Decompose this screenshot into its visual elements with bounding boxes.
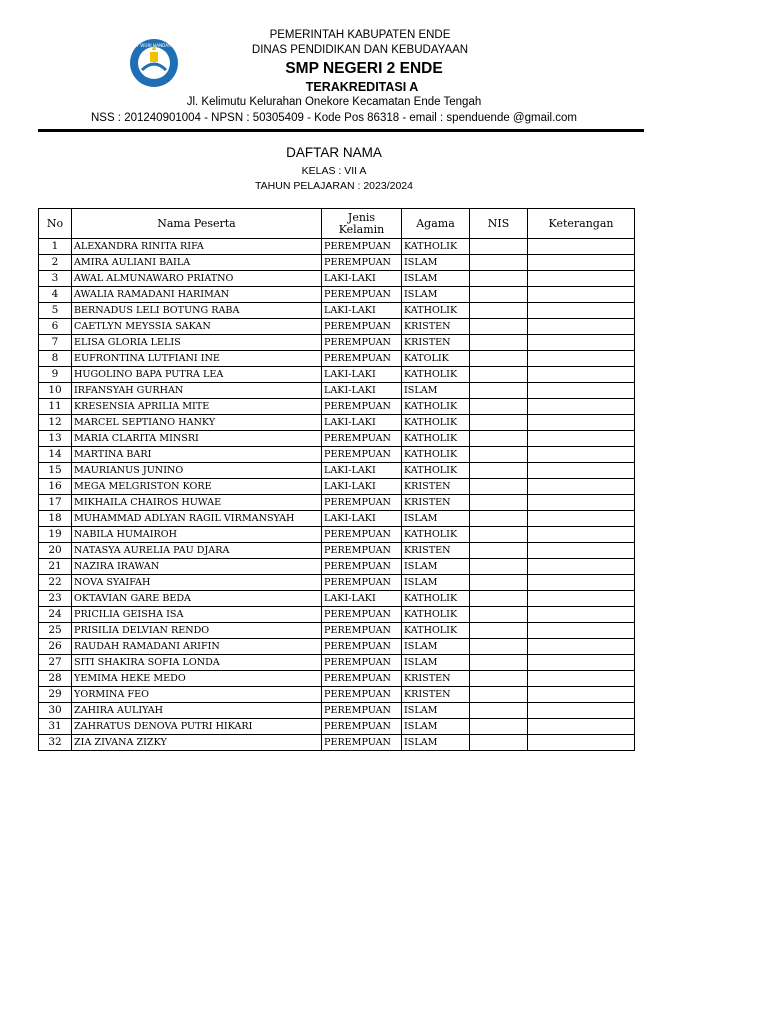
cell-note	[528, 319, 635, 335]
cell-nis	[470, 639, 528, 655]
cell-note	[528, 655, 635, 671]
cell-religion: ISLAM	[402, 719, 470, 735]
cell-no: 5	[39, 303, 72, 319]
cell-name: IRFANSYAH GURHAN	[72, 383, 322, 399]
cell-name: ZAHIRA AULIYAH	[72, 703, 322, 719]
cell-nis	[470, 303, 528, 319]
cell-name: YORMINA FEO	[72, 687, 322, 703]
cell-no: 32	[39, 735, 72, 751]
cell-sex: PEREMPUAN	[322, 527, 402, 543]
cell-nis	[470, 671, 528, 687]
cell-religion: KRISTEN	[402, 335, 470, 351]
cell-religion: ISLAM	[402, 255, 470, 271]
cell-sex: PEREMPUAN	[322, 655, 402, 671]
cell-no: 28	[39, 671, 72, 687]
class-label: KELAS : VII A	[301, 165, 367, 177]
cell-name: NAZIRA IRAWAN	[72, 559, 322, 575]
table-row	[39, 511, 635, 527]
cell-nis	[470, 431, 528, 447]
header-divider	[38, 129, 644, 132]
cell-no: 8	[39, 351, 72, 367]
table-row	[39, 703, 635, 719]
cell-note	[528, 495, 635, 511]
cell-religion: KATHOLIK	[402, 399, 470, 415]
table-row	[39, 463, 635, 479]
cell-name: MEGA MELGRISTON KORE	[72, 479, 322, 495]
cell-religion: KRISTEN	[402, 687, 470, 703]
col-header-sex	[322, 209, 402, 239]
cell-religion: KATOLIK	[402, 351, 470, 367]
cell-name: MAURIANUS JUNINO	[72, 463, 322, 479]
cell-nis	[470, 463, 528, 479]
cell-sex: PEREMPUAN	[322, 559, 402, 575]
col-header-sex-2: Kelamin	[338, 222, 385, 236]
cell-sex: PEREMPUAN	[322, 287, 402, 303]
cell-sex: PEREMPUAN	[322, 255, 402, 271]
school-name: SMP NEGERI 2 ENDE	[285, 60, 443, 77]
table-row	[39, 319, 635, 335]
col-header-religion: Agama	[402, 209, 470, 239]
cell-no: 20	[39, 543, 72, 559]
cell-name: PRISILIA DELVIAN RENDO	[72, 623, 322, 639]
table-row	[39, 607, 635, 623]
cell-name: NABILA HUMAIROH	[72, 527, 322, 543]
cell-no: 30	[39, 703, 72, 719]
cell-no: 9	[39, 367, 72, 383]
page-title: DAFTAR NAMA	[286, 145, 382, 160]
cell-nis	[470, 511, 528, 527]
cell-nis	[470, 239, 528, 255]
cell-note	[528, 303, 635, 319]
cell-note	[528, 431, 635, 447]
cell-religion: KATHOLIK	[402, 367, 470, 383]
table-row	[39, 543, 635, 559]
cell-note	[528, 719, 635, 735]
cell-nis	[470, 607, 528, 623]
cell-note	[528, 415, 635, 431]
cell-sex: LAKI-LAKI	[322, 479, 402, 495]
cell-no: 2	[39, 255, 72, 271]
cell-no: 26	[39, 639, 72, 655]
cell-religion: ISLAM	[402, 575, 470, 591]
table-row	[39, 367, 635, 383]
cell-nis	[470, 559, 528, 575]
cell-religion: KRISTEN	[402, 495, 470, 511]
cell-sex: PEREMPUAN	[322, 735, 402, 751]
cell-name: AMIRA AULIANI BAILA	[72, 255, 322, 271]
cell-name: EUFRONTINA LUTFIANI INE	[72, 351, 322, 367]
cell-sex: PEREMPUAN	[322, 639, 402, 655]
accreditation: TERAKREDITASI A	[305, 80, 419, 94]
school-ids: NSS : 201240901004 - NPSN : 50305409 - Kode Pos 86318 - email : spenduende @gmail.com	[90, 112, 578, 124]
cell-name: ZIA ZIVANA ZIZKY	[72, 735, 322, 751]
cell-sex: PEREMPUAN	[322, 447, 402, 463]
cell-religion: ISLAM	[402, 655, 470, 671]
cell-religion: KATHOLIK	[402, 591, 470, 607]
cell-sex: PEREMPUAN	[322, 543, 402, 559]
table-header-row	[39, 209, 635, 239]
cell-note	[528, 271, 635, 287]
cell-religion: KRISTEN	[402, 671, 470, 687]
cell-name: MARCEL SEPTIANO HANKY	[72, 415, 322, 431]
cell-sex: PEREMPUAN	[322, 671, 402, 687]
cell-nis	[470, 479, 528, 495]
table-row	[39, 559, 635, 575]
cell-no: 24	[39, 607, 72, 623]
cell-note	[528, 479, 635, 495]
cell-note	[528, 383, 635, 399]
table-row	[39, 591, 635, 607]
table-row	[39, 383, 635, 399]
cell-no: 3	[39, 271, 72, 287]
cell-sex: LAKI-LAKI	[322, 463, 402, 479]
cell-note	[528, 527, 635, 543]
cell-nis	[470, 495, 528, 511]
cell-sex: PEREMPUAN	[322, 335, 402, 351]
cell-religion: KRISTEN	[402, 319, 470, 335]
cell-note	[528, 559, 635, 575]
cell-note	[528, 255, 635, 271]
cell-religion: ISLAM	[402, 735, 470, 751]
cell-nis	[470, 415, 528, 431]
cell-nis	[470, 543, 528, 559]
table-row	[39, 671, 635, 687]
cell-religion: ISLAM	[402, 703, 470, 719]
cell-religion: KATHOLIK	[402, 623, 470, 639]
cell-name: CAETLYN MEYSSIA SAKAN	[72, 319, 322, 335]
cell-note	[528, 591, 635, 607]
cell-no: 15	[39, 463, 72, 479]
cell-nis	[470, 655, 528, 671]
cell-no: 17	[39, 495, 72, 511]
cell-name: MUHAMMAD ADLYAN RAGIL VIRMANSYAH	[72, 511, 322, 527]
cell-religion: KATHOLIK	[402, 239, 470, 255]
cell-sex: LAKI-LAKI	[322, 367, 402, 383]
cell-nis	[470, 335, 528, 351]
cell-name: PRICILIA GEISHA ISA	[72, 607, 322, 623]
cell-religion: KRISTEN	[402, 543, 470, 559]
cell-name: ALEXANDRA RINITA RIFA	[72, 239, 322, 255]
cell-sex: PEREMPUAN	[322, 239, 402, 255]
cell-note	[528, 703, 635, 719]
cell-sex: PEREMPUAN	[322, 431, 402, 447]
cell-nis	[470, 591, 528, 607]
cell-name: MIKHAILA CHAIROS HUWAE	[72, 495, 322, 511]
table-row	[39, 687, 635, 703]
table-row	[39, 655, 635, 671]
table-row	[39, 527, 635, 543]
cell-note	[528, 671, 635, 687]
cell-name: YEMIMA HEKE MEDO	[72, 671, 322, 687]
cell-religion: KATHOLIK	[402, 463, 470, 479]
cell-name: AWAL ALMUNAWARO PRIATNO	[72, 271, 322, 287]
cell-name: KRESENSIA APRILIA MITE	[72, 399, 322, 415]
cell-no: 18	[39, 511, 72, 527]
cell-note	[528, 575, 635, 591]
cell-no: 27	[39, 655, 72, 671]
cell-no: 12	[39, 415, 72, 431]
cell-name: OKTAVIAN GARE BEDA	[72, 591, 322, 607]
cell-sex: LAKI-LAKI	[322, 383, 402, 399]
cell-sex: LAKI-LAKI	[322, 415, 402, 431]
cell-sex: LAKI-LAKI	[322, 271, 402, 287]
cell-religion: KATHOLIK	[402, 415, 470, 431]
cell-nis	[470, 287, 528, 303]
cell-religion: ISLAM	[402, 383, 470, 399]
table-row	[39, 239, 635, 255]
table-row	[39, 335, 635, 351]
cell-religion: ISLAM	[402, 271, 470, 287]
table-row	[39, 271, 635, 287]
cell-no: 31	[39, 719, 72, 735]
cell-no: 6	[39, 319, 72, 335]
cell-name: HUGOLINO BAPA PUTRA LEA	[72, 367, 322, 383]
table-row	[39, 303, 635, 319]
cell-sex: PEREMPUAN	[322, 575, 402, 591]
cell-religion: ISLAM	[402, 559, 470, 575]
cell-no: 23	[39, 591, 72, 607]
cell-note	[528, 735, 635, 751]
cell-note	[528, 287, 635, 303]
cell-nis	[470, 687, 528, 703]
cell-no: 7	[39, 335, 72, 351]
table-row	[39, 447, 635, 463]
cell-nis	[470, 623, 528, 639]
cell-no: 25	[39, 623, 72, 639]
cell-name: BERNADUS LELI BOTUNG RABA	[72, 303, 322, 319]
cell-nis	[470, 575, 528, 591]
cell-note	[528, 447, 635, 463]
table-row	[39, 431, 635, 447]
col-header-sex-1: Jenis	[347, 210, 376, 224]
cell-note	[528, 687, 635, 703]
cell-sex: PEREMPUAN	[322, 623, 402, 639]
table-row	[39, 399, 635, 415]
table-row	[39, 575, 635, 591]
cell-nis	[470, 351, 528, 367]
cell-note	[528, 639, 635, 655]
cell-name: NOVA SYAIFAH	[72, 575, 322, 591]
cell-note	[528, 239, 635, 255]
cell-religion: KRISTEN	[402, 479, 470, 495]
table-row	[39, 735, 635, 751]
cell-name: ZAHRATUS DENOVA PUTRI HIKARI	[72, 719, 322, 735]
cell-nis	[470, 383, 528, 399]
cell-sex: PEREMPUAN	[322, 351, 402, 367]
cell-religion: ISLAM	[402, 639, 470, 655]
cell-nis	[470, 399, 528, 415]
cell-sex: PEREMPUAN	[322, 495, 402, 511]
cell-religion: KATHOLIK	[402, 431, 470, 447]
col-header-name: Nama Peserta	[72, 209, 322, 239]
cell-sex: PEREMPUAN	[322, 719, 402, 735]
table-row	[39, 495, 635, 511]
cell-name: RAUDAH RAMADANI ARIFIN	[72, 639, 322, 655]
table-row	[39, 255, 635, 271]
cell-name: ELISA GLORIA LELIS	[72, 335, 322, 351]
cell-religion: KATHOLIK	[402, 527, 470, 543]
logo-caption: TUT WURI HANDAYANI	[130, 43, 178, 48]
cell-note	[528, 463, 635, 479]
cell-note	[528, 511, 635, 527]
gov-line: PEMERINTAH KABUPATEN ENDE	[269, 29, 451, 41]
cell-nis	[470, 271, 528, 287]
school-address: Jl. Kelimutu Kelurahan Onekore Kecamatan Ende Tengah	[186, 96, 482, 108]
cell-name: MARIA CLARITA MINSRI	[72, 431, 322, 447]
table-row	[39, 639, 635, 655]
cell-no: 10	[39, 383, 72, 399]
cell-note	[528, 607, 635, 623]
cell-note	[528, 399, 635, 415]
cell-note	[528, 623, 635, 639]
col-header-no: No	[39, 209, 72, 239]
cell-no: 1	[39, 239, 72, 255]
cell-no: 19	[39, 527, 72, 543]
cell-sex: PEREMPUAN	[322, 687, 402, 703]
cell-religion: KATHOLIK	[402, 447, 470, 463]
cell-nis	[470, 703, 528, 719]
cell-name: SITI SHAKIRA SOFIA LONDA	[72, 655, 322, 671]
dept-line: DINAS PENDIDIKAN DAN KEBUDAYAAN	[251, 44, 469, 56]
cell-nis	[470, 255, 528, 271]
cell-nis	[470, 527, 528, 543]
cell-sex: PEREMPUAN	[322, 703, 402, 719]
col-header-nis: NIS	[470, 209, 528, 239]
cell-religion: ISLAM	[402, 511, 470, 527]
cell-note	[528, 335, 635, 351]
table-row	[39, 719, 635, 735]
col-header-note: Keterangan	[528, 209, 635, 239]
cell-sex: PEREMPUAN	[322, 319, 402, 335]
table-row	[39, 287, 635, 303]
cell-no: 4	[39, 287, 72, 303]
cell-note	[528, 367, 635, 383]
cell-nis	[470, 319, 528, 335]
cell-nis	[470, 367, 528, 383]
cell-no: 14	[39, 447, 72, 463]
cell-sex: PEREMPUAN	[322, 399, 402, 415]
cell-name: AWALIA RAMADANI HARIMAN	[72, 287, 322, 303]
table-row	[39, 623, 635, 639]
cell-nis	[470, 447, 528, 463]
cell-no: 22	[39, 575, 72, 591]
cell-sex: LAKI-LAKI	[322, 511, 402, 527]
cell-no: 29	[39, 687, 72, 703]
cell-no: 13	[39, 431, 72, 447]
table-row	[39, 351, 635, 367]
cell-religion: KATHOLIK	[402, 303, 470, 319]
cell-name: NATASYA AURELIA PAU DJARA	[72, 543, 322, 559]
cell-no: 16	[39, 479, 72, 495]
table-row	[39, 479, 635, 495]
student-table	[38, 208, 635, 751]
cell-nis	[470, 719, 528, 735]
cell-name: MARTINA BARI	[72, 447, 322, 463]
cell-note	[528, 351, 635, 367]
cell-sex: PEREMPUAN	[322, 607, 402, 623]
cell-nis	[470, 735, 528, 751]
cell-sex: LAKI-LAKI	[322, 303, 402, 319]
cell-religion: KATHOLIK	[402, 607, 470, 623]
cell-note	[528, 543, 635, 559]
cell-sex: LAKI-LAKI	[322, 591, 402, 607]
year-label: TAHUN PELAJARAN : 2023/2024	[255, 180, 413, 192]
cell-no: 21	[39, 559, 72, 575]
table-row	[39, 415, 635, 431]
cell-no: 11	[39, 399, 72, 415]
cell-religion: ISLAM	[402, 287, 470, 303]
